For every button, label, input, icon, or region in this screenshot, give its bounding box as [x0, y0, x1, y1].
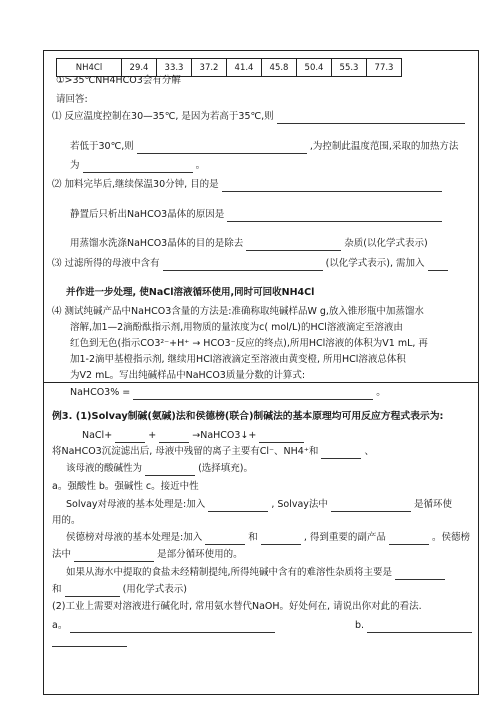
q3-answer-blank[interactable] — [163, 259, 323, 271]
ex3-answer-blank[interactable] — [261, 533, 301, 545]
ex3-sea-2 — [52, 583, 187, 597]
q2-line1 — [52, 178, 442, 192]
ex3-answer-blank[interactable] — [65, 585, 120, 597]
q4-text: NaHCO3% = — [70, 387, 131, 398]
ex3-answer-blank[interactable] — [205, 533, 245, 545]
q2-text: 用蒸馏水洗涤NaHCO3晶体的目的是除去 — [70, 238, 244, 249]
table-cell: 50.4 — [297, 59, 332, 77]
ex3-answer-blank[interactable] — [331, 500, 411, 512]
q1-line3 — [70, 159, 205, 173]
ex3-title: 例3. (1)Solvay制碱(氨碱)法和侯德榜(联合)制碱法的基本原理均可用反应方程式表示为: — [52, 411, 444, 422]
ex3-answer-blank[interactable] — [395, 568, 445, 580]
ex3-text: NaCl+ — [82, 430, 113, 441]
q2-line2 — [70, 208, 442, 222]
ex3-opt-a — [52, 619, 275, 633]
please-answer: 请回答: — [56, 94, 88, 105]
ex3-hou-2 — [52, 548, 243, 562]
ex3-answer-blank[interactable] — [70, 621, 275, 633]
q1-text: ,为控制此温度范围,采取的加热方法 — [309, 141, 459, 152]
ex3-answer-blank[interactable] — [208, 500, 268, 512]
table-cell: 77.3 — [367, 59, 402, 77]
ex3-answer-blank[interactable] — [367, 621, 472, 633]
ex3-text: 如果从海水中提取的食盐未经精制提纯,所得纯碱中含有的难溶性杂质将主要是 — [66, 567, 393, 578]
ex3-text: 和 — [52, 584, 62, 595]
ex3-text: →NaHCO3↓+ — [192, 430, 257, 441]
ex3-line-b — [66, 462, 253, 476]
q4-line4: 加1-2滴甲基橙指示剂, 继续用HCl溶液滴定至溶液由黄变橙, 所用HCl溶液总体积 — [70, 354, 406, 365]
q4-line6 — [70, 386, 386, 400]
q3-text: (以化学式表示), 需加入 — [325, 258, 425, 269]
q4-text: 。 — [376, 387, 386, 398]
q1-text: ⑴ 反应温度控制在30—35℃, 是因为若高于35℃,则 — [52, 111, 274, 122]
q1-text: 若低于30℃,则 — [70, 141, 134, 152]
q4-line5: 为V2 mL。写出纯碱样品中NaHCO3质量分数的计算式: — [70, 370, 306, 381]
q2-text: 静置后只析出NaHCO3晶体的原因是 — [70, 209, 225, 220]
ex3-text: 是循环使 — [413, 499, 452, 510]
ex3-hou — [66, 531, 470, 545]
q2-answer-blank[interactable] — [227, 210, 442, 222]
ex3-answer-blank[interactable] — [74, 550, 154, 562]
q1-text: 。 — [195, 160, 206, 171]
ex3-answer-blank[interactable] — [159, 431, 189, 443]
table-cell: 41.4 — [227, 59, 262, 77]
table-cell: 37.2 — [192, 59, 227, 77]
ex3-text: 将NaHCO3沉淀滤出后, 母液中残留的离子主要有Cl⁻、NH4⁺和 — [52, 446, 319, 457]
ex3-text: 、 — [364, 446, 374, 457]
table-cell: 45.8 — [262, 59, 297, 77]
q2-answer-blank[interactable] — [246, 239, 341, 251]
ex3-answer-blank[interactable] — [259, 431, 304, 443]
ex3-text: 。侯德榜 — [431, 532, 470, 543]
ex3-solvay — [66, 498, 452, 512]
table-cell: 33.3 — [157, 59, 192, 77]
q1-answer-blank[interactable] — [277, 112, 465, 124]
q3-answer-blank[interactable] — [428, 259, 448, 271]
ex3-continuation — [52, 633, 127, 647]
q4-line3: 红色到无色(指示CO3²⁻+H⁺ → HCO3⁻反应的终点),所用HCl溶液的体积为V1 mL, 再 — [70, 338, 428, 349]
ex3-equation — [82, 429, 304, 443]
ex3-answer-blank[interactable] — [389, 533, 429, 545]
note-decomposition: ①>35℃NH4HCO3会有分解 — [56, 75, 181, 86]
ex3-text: b. — [355, 620, 365, 631]
q2-line3 — [70, 237, 428, 251]
ex3-text: 是部分循环使用的。 — [157, 549, 243, 560]
q2-text: ⑵ 加料完毕后,继续保温30分钟, 目的是 — [52, 179, 219, 190]
ex3-text: 该母液的酸碱性为 — [66, 463, 143, 474]
ex3-text: Solvay对母液的基本处理是:加入 — [66, 499, 206, 510]
q4-line2: 溶解,加1—2滴酚酞指示剂,用物质的量浓度为c( mol/L)的HCl溶液滴定至溶液由 — [70, 322, 403, 333]
ex3-text: 侯德榜对母液的基本处理是:加入 — [66, 532, 203, 543]
ex3-answer-blank[interactable] — [321, 447, 361, 459]
q1-line1 — [52, 110, 465, 124]
ex3-answer-blank[interactable] — [52, 635, 127, 647]
ex3-text: (选择填充)。 — [198, 463, 253, 474]
q2-text: 杂质(以化学式表示) — [344, 238, 428, 249]
q1-answer-blank[interactable] — [137, 142, 307, 154]
table-cell-label: NH4Cl — [57, 59, 122, 77]
q1-answer-blank[interactable] — [83, 161, 193, 173]
ex3-options: a。强酸性 b。强碱性 c。接近中性 — [52, 481, 199, 492]
ex3-q2: (2)工业上需要对溶液进行碱化时, 常用氨水替代NaOH。好处何在, 请说出你对此的看法. — [52, 601, 422, 612]
ex3-sea — [66, 566, 445, 580]
ex3-line-a — [52, 445, 374, 459]
ex3-text: , Solvay法中 — [271, 499, 328, 510]
ex3-opt-b — [355, 619, 472, 633]
q4-line1: ⑷ 测试纯碱产品中NaHCO3含量的方法是:准确称取纯碱样品W g,放入锥形瓶中加蒸馏水 — [52, 306, 424, 317]
table-cell: 29.4 — [122, 59, 157, 77]
ex3-solvay-end: 用的。 — [52, 515, 81, 526]
q3-line1 — [52, 257, 448, 271]
ex3-text: 法中 — [52, 549, 72, 560]
q3-line2: 并作进一步处理, 使NaCl溶液循环使用,同时可回收NH4Cl — [66, 287, 315, 298]
ex3-answer-blank[interactable] — [115, 431, 145, 443]
ex3-text: (用化学式表示) — [122, 584, 187, 595]
table-cell: 55.3 — [332, 59, 367, 77]
ex3-text: + — [148, 430, 157, 441]
q2-answer-blank[interactable] — [222, 180, 442, 192]
q1-line2 — [70, 140, 458, 154]
ex3-text: 和 — [248, 532, 258, 543]
ex3-text: a。 — [52, 620, 68, 631]
ex3-text: , 得到重要的副产品 — [303, 532, 386, 543]
ex3-answer-blank[interactable] — [145, 464, 195, 476]
q3-text: ⑶ 过滤所得的母液中含有 — [52, 258, 160, 269]
q1-text: 为 — [70, 160, 80, 171]
q4-answer-blank[interactable] — [133, 388, 373, 400]
